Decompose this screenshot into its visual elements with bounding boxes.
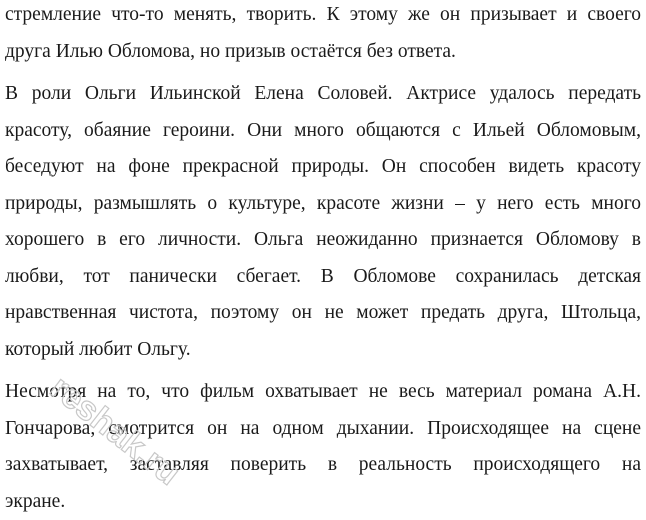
- paragraph-1: [5, 0, 641, 70]
- text-line: Гончарова, смотрится он на одном дыхании. Происходящее на сцене: [5, 411, 641, 448]
- document-page: [5, 0, 641, 520]
- text-line: экране.: [5, 484, 641, 520]
- watermark-text: reshak.ru: [43, 368, 187, 492]
- text-line: красоту, обаяние героини. Они много общаются с Ильей Обломовым,: [5, 113, 641, 150]
- text-line: стремление что-то менять, творить. К этому же он призывает и своего: [5, 0, 641, 34]
- text-line: захватывает, заставляя поверить в реальность происходящего на: [5, 447, 641, 484]
- text-line: нравственная чистота, поэтому он не может предать друга, Штольца,: [5, 295, 641, 332]
- text-line: любви, тот панически сбегает. В Обломове сохранилась детская: [5, 259, 641, 296]
- text-line: хорошего в его личности. Ольга неожиданно признается Обломову в: [5, 222, 641, 259]
- text-line: природы, размышлять о культуре, красоте жизни – у него есть много: [5, 186, 641, 223]
- paragraph-2: [5, 76, 641, 368]
- text-line: В роли Ольги Ильинской Елена Соловей. Актрисе удалось передать: [5, 76, 641, 113]
- text-line: Несмотря на то, что фильм охватывает не весь материал романа А.Н.: [5, 374, 641, 411]
- text-line: который любит Ольгу.: [5, 332, 641, 369]
- text-line: беседуют на фоне прекрасной природы. Он способен видеть красоту: [5, 149, 641, 186]
- text-line: друга Илью Обломова, но призыв остаётся без ответа.: [5, 34, 641, 71]
- paragraph-3: [5, 374, 641, 520]
